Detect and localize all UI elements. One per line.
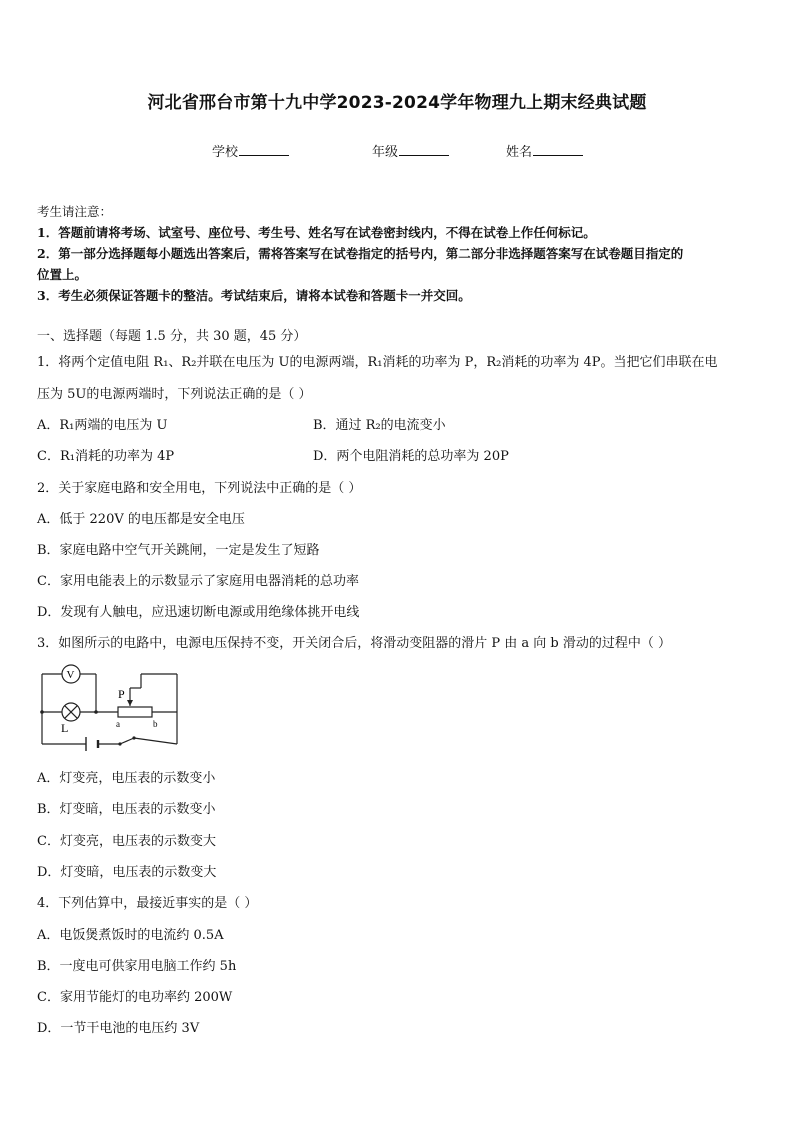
notice-item-2-cont: 位置上。: [37, 267, 88, 282]
q2-option-d[interactable]: D．发现有人触电，应迅速切断电源或用绝缘体挑开电线: [37, 605, 360, 620]
name-blank[interactable]: [533, 143, 583, 156]
grade-label: 年级: [372, 145, 399, 160]
lamp-label: L: [61, 721, 69, 735]
q3-circuit-diagram: [38, 664, 183, 758]
q1-stem-line2: 压为 5U的电源两端时，下列说法正确的是（ ）: [37, 387, 312, 402]
name-field: [506, 141, 583, 160]
q2-stem: 2．关于家庭电路和安全用电，下列说法中正确的是（ ）: [37, 481, 362, 496]
q4-option-c[interactable]: C．家用节能灯的电功率约 200W: [37, 990, 233, 1005]
section-heading: 一、选择题（每题 1.5 分，共 30 题，45 分）: [37, 329, 307, 344]
q3-option-d[interactable]: D．灯变暗，电压表的示数变大: [37, 865, 217, 880]
notice-item-2: 2．第一部分选择题每小题选出答案后，需将答案写在试卷指定的括号内，第二部分非选择题答案写在试卷题目指定的: [37, 246, 684, 261]
slider-label: P: [118, 687, 125, 701]
q3-stem: 3．如图所示的电路中，电源电压保持不变，开关闭合后，将滑动变阻器的滑片 P 由 a 向 b 滑动的过程中（ ）: [37, 636, 672, 651]
q1-option-c[interactable]: C．R₁消耗的功率为 4P: [37, 449, 175, 464]
school-field: [212, 141, 289, 160]
q2-option-a[interactable]: A．低于 220V 的电压都是安全电压: [37, 512, 245, 527]
q4-option-a[interactable]: A．电饭煲煮饭时的电流约 0.5A: [37, 928, 224, 943]
q1-option-b[interactable]: B．通过 R₂的电流变小: [313, 418, 446, 433]
school-label: 学校: [212, 145, 239, 160]
q1-option-a[interactable]: A．R₁两端的电压为 U: [37, 418, 168, 433]
rheostat-end-a: a: [116, 719, 120, 729]
q4-option-d[interactable]: D．一节干电池的电压约 3V: [37, 1021, 200, 1036]
q4-option-b[interactable]: B．一度电可供家用电脑工作约 5h: [37, 959, 237, 974]
grade-field: [372, 141, 449, 160]
q3-option-a[interactable]: A．灯变亮，电压表的示数变小: [37, 771, 216, 786]
grade-blank[interactable]: [399, 143, 449, 156]
exam-title: 河北省邢台市第十九中学2023-2024学年物理九上期末经典试题: [147, 93, 647, 113]
q4-stem: 4．下列估算中，最接近事实的是（ ）: [37, 896, 258, 911]
q2-option-b[interactable]: B．家庭电路中空气开关跳闸，一定是发生了短路: [37, 543, 320, 558]
q1-option-d[interactable]: D．两个电阻消耗的总功率为 20P: [313, 449, 509, 464]
notice-item-3: 3．考生必须保证答题卡的整洁。考试结束后，请将本试卷和答题卡一并交回。: [37, 288, 471, 303]
rheostat-end-b: b: [153, 719, 158, 729]
q2-option-c[interactable]: C．家用电能表上的示数显示了家庭用电器消耗的总功率: [37, 574, 359, 589]
notice-heading: 考生请注意：: [37, 204, 113, 219]
school-blank[interactable]: [239, 143, 289, 156]
q1-stem-line1: 1．将两个定值电阻 R₁、R₂并联在电压为 U的电源两端，R₁消耗的功率为 P，R₂消耗的功率为 4P。当把它们串联在电: [37, 355, 718, 370]
notice-item-1: 1．答题前请将考场、试室号、座位号、考生号、姓名写在试卷密封线内，不得在试卷上作任何标记。: [37, 225, 596, 240]
q3-option-b[interactable]: B．灯变暗，电压表的示数变小: [37, 802, 216, 817]
name-label: 姓名: [506, 145, 533, 160]
q3-option-c[interactable]: C．灯变亮，电压表的示数变大: [37, 834, 216, 849]
voltmeter-label: V: [66, 669, 75, 681]
